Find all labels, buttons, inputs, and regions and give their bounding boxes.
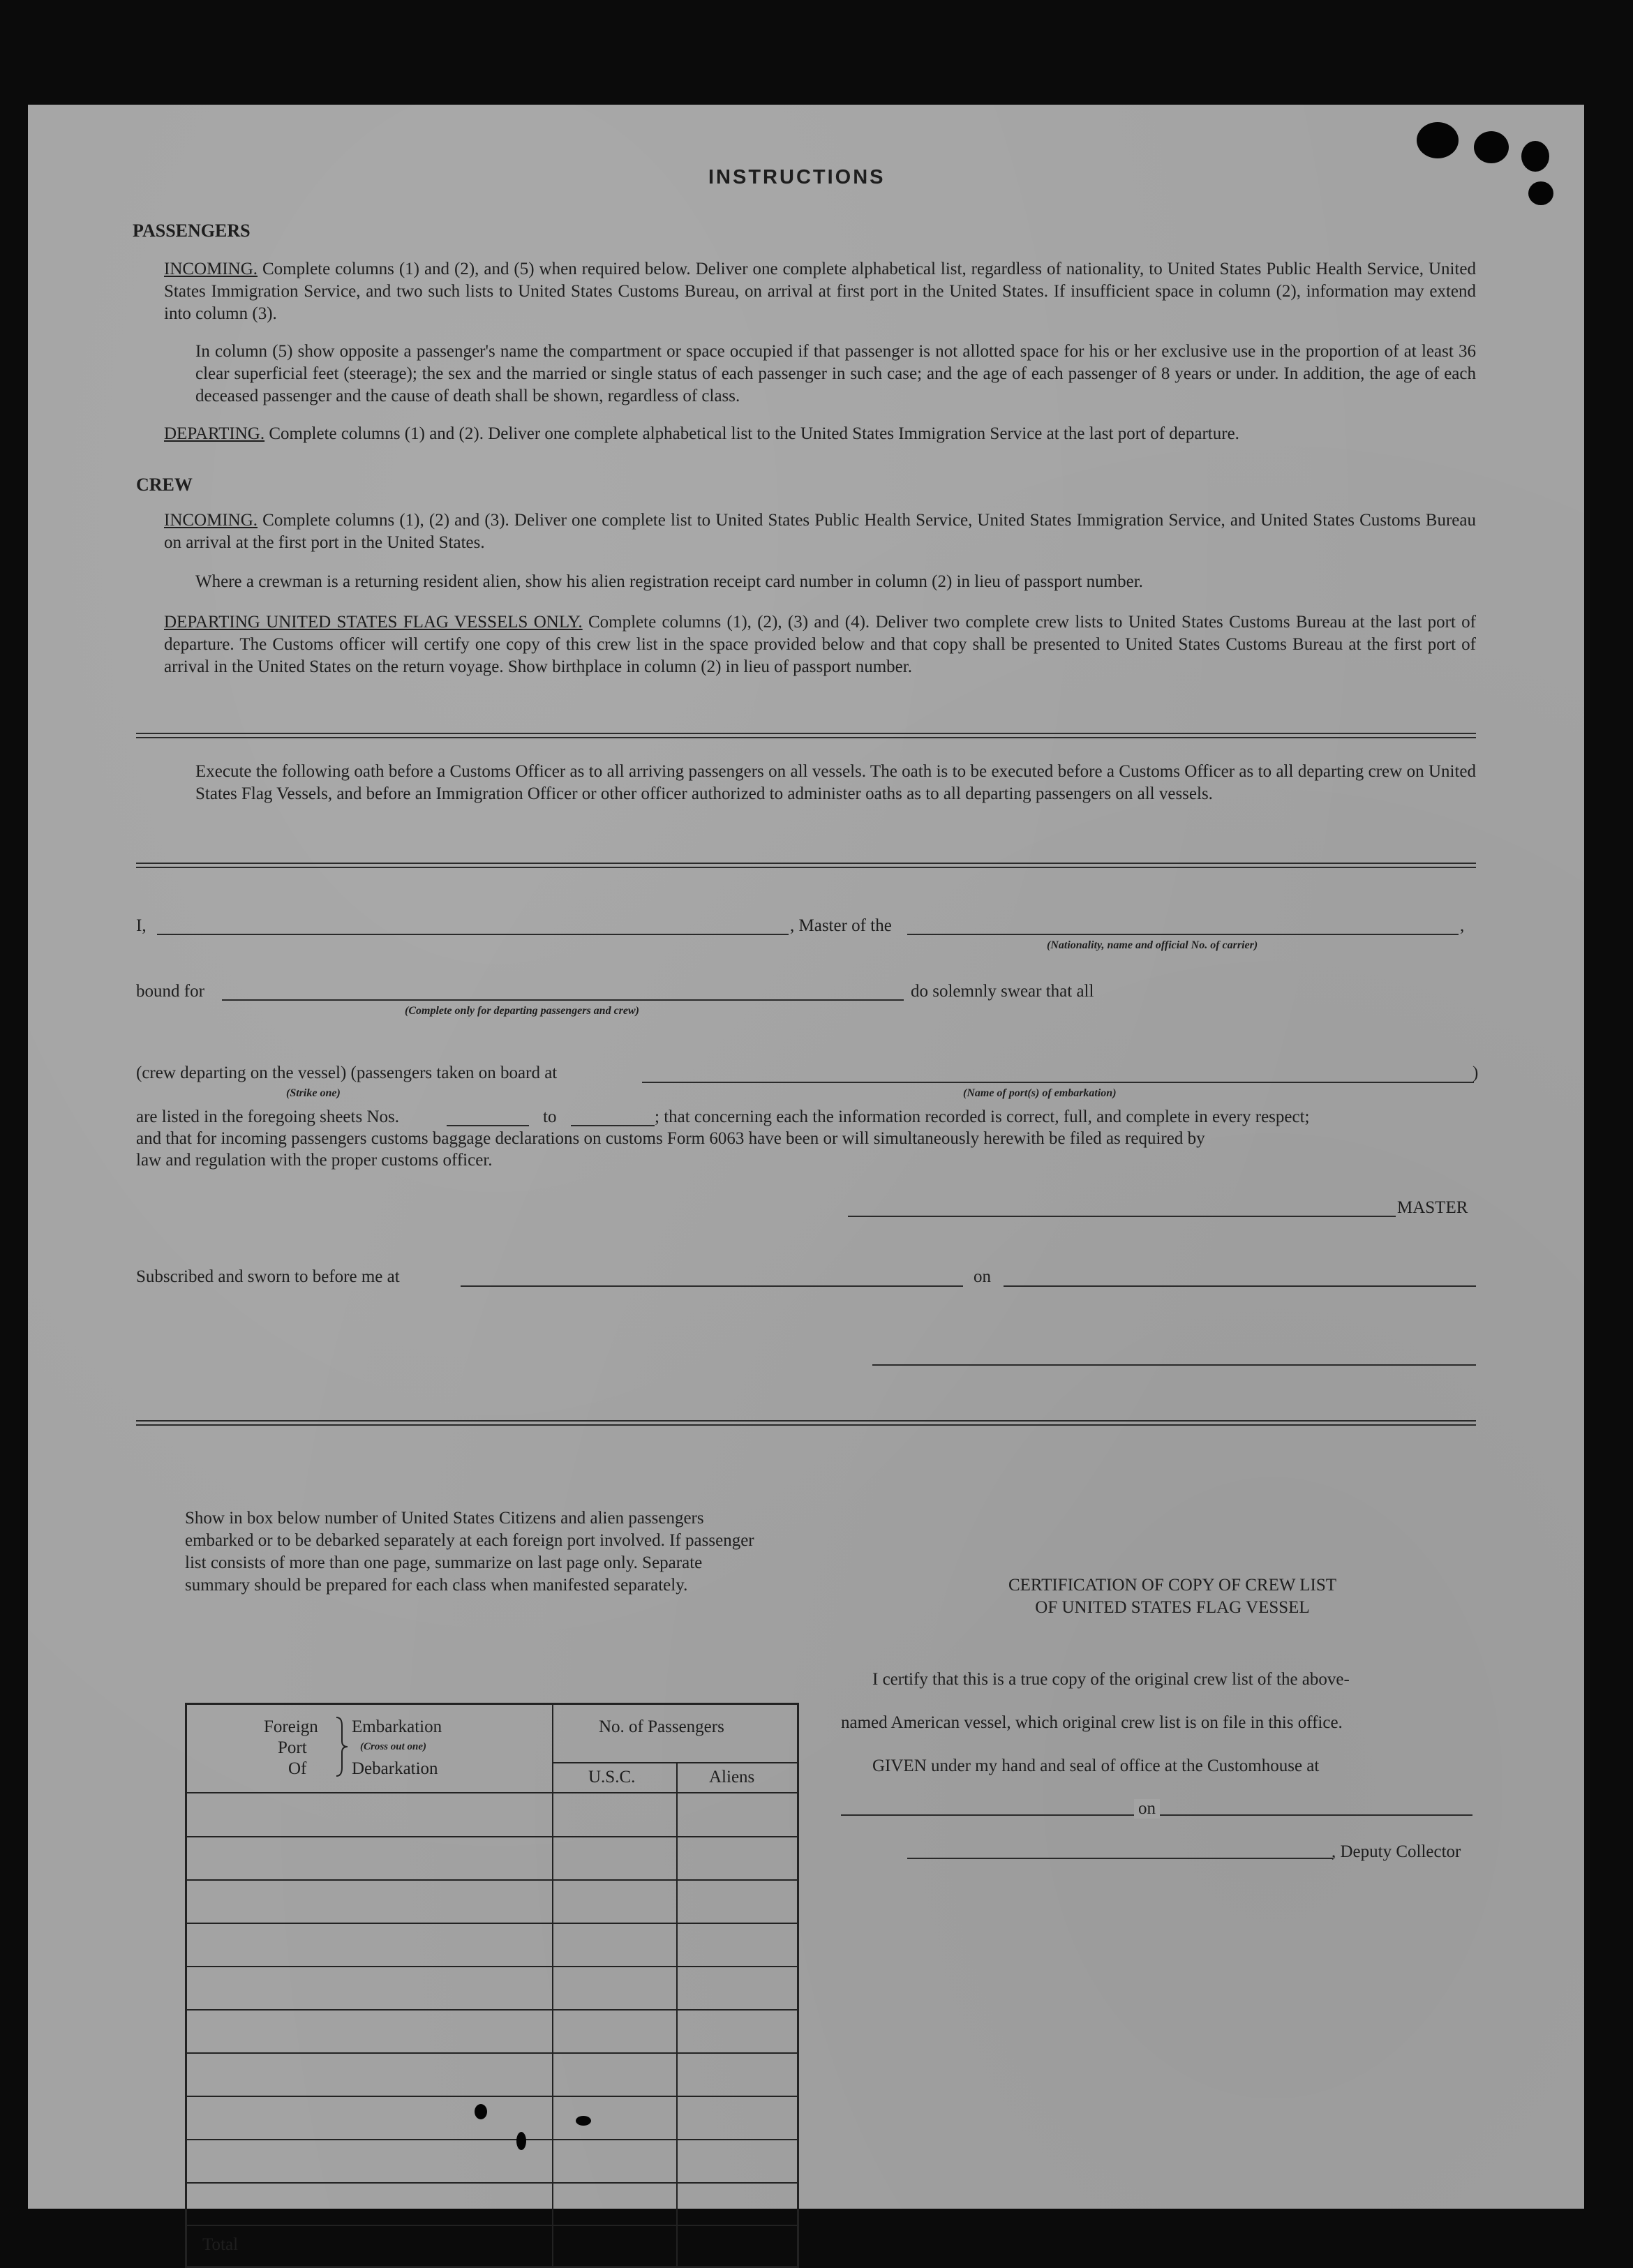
header-embarkation: Embarkation [352,1717,442,1736]
table-divider [187,2182,799,2184]
ink-blot [1417,122,1459,158]
brace-icon [334,1716,349,1777]
crew-incoming-label: INCOMING. [164,511,258,530]
listed-text-d: law and regulation with the proper customs officer. [136,1151,493,1170]
carrier-note: (Nationality, name and official No. of carrier) [1047,939,1258,951]
close-paren: ) [1472,1064,1479,1082]
ink-blot [576,2116,591,2126]
crew-incoming-text: Complete columns (1), (2) and (3). Deliver one complete list to United States Public Health Service, United States Immigration Service, and United States Customs Bureau on arrival at the first port in the United States. [164,511,1476,552]
section-divider [136,863,1476,868]
passengers-departing-paragraph [164,423,1476,445]
table-divider [187,2225,799,2226]
total-label: Total [202,2235,239,2254]
deputy-collector-field[interactable] [907,1858,1333,1859]
header-of: Of [288,1759,307,1778]
master-signature-field[interactable] [848,1216,1396,1217]
table-divider [187,2009,799,2010]
subscribed-label: Subscribed and sworn to before me at [136,1267,400,1286]
listed-text-b: ; that concerning each the information recorded is correct, full, and complete in every respect; [655,1107,1310,1126]
comma: , [1460,916,1465,935]
table-divider [187,1966,799,1967]
passengers-heading: PASSENGERS [133,221,251,241]
strike-note: (Strike one) [286,1087,341,1099]
sworn-date-field[interactable] [1004,1285,1476,1287]
header-cross-out: (Cross out one) [360,1741,427,1752]
passenger-summary-table [185,1703,799,2268]
header-aliens: Aliens [709,1768,755,1786]
crew-departing-text: Complete columns (1), (2), (3) and (4). Deliver two complete crew lists to United States Customs Bureau at the last port of departure. The Customs officer will certify one copy of this crew list in the space provided below and that copy shall be presented to United States Customs Bureau at the first port of arrival in the United States on the return voyage. Show birthplace in column (2) in lieu of passport number. [164,613,1476,676]
table-divider [187,2096,799,2097]
crew-departing-text: (crew departing on the vessel) (passengers taken on board at [136,1064,558,1082]
ink-blot [475,2104,487,2119]
header-usc: U.S.C. [588,1768,636,1786]
certification-on-label: on [1134,1799,1160,1819]
master-label: MASTER [1397,1198,1468,1217]
passengers-incoming-text: Complete columns (1) and (2), and (5) when required below. Deliver one complete alphabetical list, regardless of nationality, to United States Public Health Service, United States Immigration Service, and two such lists to United States Customs Bureau, on arrival at first port in the United States. If insufficient space in column (2), information may extend into column (3). [164,260,1477,323]
listed-to-label: to [543,1107,557,1126]
oath-i-label: I, [136,916,147,935]
oath-intro: Execute the following oath before a Customs Officer as to all arriving passengers on all vessels. The oath is to be executed before a Customs Officer as to all departing crew on United States Flag Vessels, and before an Immigration Officer or other officer authorized to administer oaths as to all departing passengers on all vessels. [195,762,1476,803]
embark-note: (Name of port(s) of embarkation) [963,1087,1117,1099]
table-divider [187,2052,799,2054]
crew-resident-paragraph: Where a crewman is a returning resident alien, show his alien registration receipt card number in column (2) in lieu of passport number. [195,572,1143,591]
ink-blot [1474,131,1509,163]
passengers-incoming-paragraph [164,258,1476,325]
sheet-to-field[interactable] [571,1125,655,1126]
section-divider [136,733,1476,738]
document-sheet [28,105,1584,2254]
given-text: GIVEN under my hand and seal of office at the Customhouse at [872,1756,1320,1775]
ink-blot [516,2132,526,2150]
sheet-from-field[interactable] [447,1125,529,1126]
certification-title-2: OF UNITED STATES FLAG VESSEL [1035,1598,1310,1617]
listed-sheets-label: are listed in the foregoing sheets Nos. [136,1107,399,1126]
header-no-passengers: No. of Passengers [599,1717,724,1736]
header-foreign: Foreign [264,1717,318,1736]
page-title: INSTRUCTIONS [708,166,886,188]
swear-text: do solemnly swear that all [911,982,1094,1001]
header-debarkation: Debarkation [352,1759,438,1778]
crew-departing-label: DEPARTING UNITED STATES FLAG VESSELS ONLY. [164,613,583,632]
table-divider [676,1762,678,2267]
master-of-the-label: , Master of the [790,916,892,935]
table-divider [552,1762,799,1763]
table-divider [187,1923,799,1924]
deputy-collector-label: , Deputy Collector [1332,1842,1461,1861]
passengers-departing-label: DEPARTING. [164,424,265,443]
certification-title-1: CERTIFICATION OF COPY OF CREW LIST [1008,1576,1337,1595]
listed-text-c: and that for incoming passengers customs baggage declarations on customs Form 6063 have been or will simultaneously herewith be filed as required by [136,1129,1205,1148]
sworn-location-field[interactable] [461,1285,963,1287]
table-divider [187,1792,799,1793]
section-divider [136,1420,1476,1426]
complete-note: (Complete only for departing passengers and crew) [405,1005,639,1017]
ink-blot [1521,141,1549,172]
embarkation-port-field[interactable] [642,1082,1474,1083]
summary-instruction: Show in box below number of United States Citizens and alien passengers embarked or to be debarked separately at each foreign port involved. If passenger list consists of more than one page, summarize on last page only. Separate summary should be prepared for each class when manifested separately. [185,1509,754,1595]
carrier-field[interactable] [907,934,1459,935]
officer-signature-field[interactable] [872,1364,1476,1366]
table-divider [187,2139,799,2140]
subscribed-on-label: on [974,1267,991,1286]
bound-for-label: bound for [136,982,204,1001]
crew-heading: CREW [136,475,193,495]
header-port: Port [278,1738,307,1757]
table-divider [187,1879,799,1881]
passengers-incoming-label: INCOMING. [164,260,258,278]
certify-text-a: I certify that this is a true copy of the original crew list of the above- [872,1670,1350,1689]
crew-departing-paragraph [164,611,1476,678]
master-name-field[interactable] [157,934,789,935]
passengers-column5-paragraph: In column (5) show opposite a passenger's name the compartment or space occupied if that passenger is not allotted space for his or her exclusive use in the proportion of at least 36 clear superficial feet (steerage); the sex and the married or single status of each passenger in such case; and the age of each passenger of 8 years or under. In addition, the age of each deceased passenger and the cause of death shall be shown, regardless of class. [195,342,1476,405]
ink-blot [1528,181,1553,205]
table-divider [187,1836,799,1837]
certify-text-b: named American vessel, which original crew list is on file in this office. [841,1713,1343,1732]
passengers-departing-text: Complete columns (1) and (2). Deliver one complete alphabetical list to the United States Immigration Service at the last port of departure. [269,424,1239,443]
crew-incoming-paragraph [164,509,1476,554]
bound-for-field[interactable] [222,999,904,1001]
